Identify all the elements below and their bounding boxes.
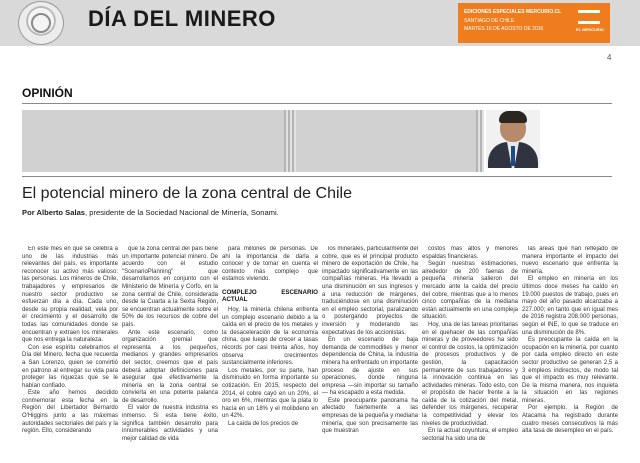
paragraph: Este preocupante panorama ha afectado fuertemente a las empresas de la pequeña y mediana minería, que son precisamente las que muestran [322,397,418,435]
banner-stripes [284,110,296,172]
section-label: OPINIÓN [22,86,73,100]
page-header [0,0,640,46]
newspaper-logo-icon [578,10,600,24]
paragraph: Este año hemos decidido conmemorar esta fecha en la Región del Libertador Bernardo O'Higgins junto a las máximas autoridades sectoriales del país y la región. Ello, considerando [22,390,118,435]
paragraph: En un escenario de baja demanda de commodities y menor dependencia de China, la industria minera ha enfrentado un importante proceso de ajuste en sus operaciones, donde ninguna empresa —sin importar su tamaño— ha escapado a esta medida. [322,337,418,397]
paragraph: La caída de los precios de [228,420,299,427]
paragraph: costos más altos y menores espaldas financieras. [422,246,518,260]
edition-line-2: SANTIAGO DE CHILE [464,18,515,24]
paragraph: Ante este escenario, como organización gremial que representa a los pequeños, medianos y grandes empresarios del sector, creemos que el país deberá adoptar definiciones para asegurar que efectivamente la minería en la zona central se convierta en una potente palanca de desarrollo. [122,329,218,404]
paragraph: Según nuestras estimaciones, alrededor de 200 faenas de pequeña minería salieron del mercado ante la caída del precio del cobre, mientras que a lo menos cinco compañías de la mediana están actualmente en una compleja situación. [422,261,518,321]
author-photo [486,110,540,168]
banner-stripes [476,110,484,172]
paragraph: Por ejemplo, la Región de Atacama ha registrado durante cuatro meses consecutivos la más alta tasa de desempleo en el país. [522,405,618,435]
paragraph: El empleo en minería en los últimos doce meses ha caído en 19.000 puestos de trabajo, pues en mayo del año pasado alcanzaba a 227.000; en tanto que en igual mes de 2016 registra 208.000 personas, según el INE, lo que se traduce en una disminución de 8%. [522,276,618,336]
article-subhead: COMPLEJO ESCENARIO ACTUAL [222,288,318,303]
sonami-logo-icon [18,1,64,45]
paragraph: El valor de nuestra industria es inmenso. Si esta tiene éxito, significa también desarrollo para innumerables actividades y una mejor calidad de vida [122,405,218,442]
paragraph: las áreas que han reflejado de manera importante el impacto del nuevo escenario que enfrenta la minería. [522,246,618,275]
supplement-title: DÍA DEL MINERO [88,6,276,31]
article-byline [22,208,279,217]
banner-block [22,110,284,172]
newspaper-brand: EL MERCURIO [576,27,604,32]
article-headline: El potencial minero de la zona central de Chile [22,185,352,202]
edition-line-1: EDICIONES ESPECIALES MERCURIO.CL [464,9,562,15]
paragraph: Con ese espíritu celebramos el Día del Minero, fecha que recuerda a San Lorenzo, quien se convirtió en patrono al entregar su vida para proteger las riquezas que se le habían confiado. [22,344,118,389]
article-column-4 [322,246,418,456]
article-column-2 [122,246,218,456]
article-column-6 [522,246,618,456]
page-number: 4 [607,53,612,62]
paragraph: que la zona central del país tiene un importante potencial minero. De acuerdo con el estudio "ScenarioPlanning" que desarrollamos en conjunto con el Ministerio de Minería y Corfo, en la zona central de Chile, considerada desde la Cuarta a la Sexta Región, se encuentran actualmente sobre el 50% de los recursos de cobre del país. [122,246,218,328]
paragraph: Los metales, por su parte, han disminuido en forma importante su cotización. En 2015, respecto del 2014, el cobre cayó en un 20%, el oro en 6%, mientras que la plata lo hacía en un 18% y el molibdeno en un 42%. [222,367,318,420]
paragraph: Es preocupante la caída en la ocupación en la minería, por cuanto por cada empleo directo en este sector productivo se generan 2,5 a 3 empleos indirectos, de modo tal que el impacto es muy relevante. De la misma manera, nos inquieta la situación en las regiones mineras. [522,337,618,404]
paragraph: para millones de personas. De ahí la importancia de darla a conocer y de tomar en cuenta el contexto más complejo que estamos viviendo. [222,246,318,283]
divider-top [22,103,612,104]
paragraph: En este mes en que se celebra a uno de las industrias más relevantes del país, es importante reconocer su activo más valioso: las personas. Los mineros de Chile, trabajadores y empresarios de nuestro sector productivo se esfuerzan día a día. Cada uno, desde su propia realidad, vela por el crecimiento y el desarrollo de todas las comunidades donde se encuentran y extraen los minerales que nos entrega la naturaleza. [22,246,118,344]
paragraph: los minerales, particularmente del cobre, que es el principal producto minero de exportación de Chile, ha impactado significativamente en las compañías mineras. Ha llevado a una disminución en sus ingresos y a una reducción de márgenes, traduciéndose en una disminución en el empleo sectorial, paralizando o postergando proyectos de inversión y moderando las expectativas de los accionistas. [322,246,418,336]
byline-role: , presidente de la Sociedad Nacional de Minería, Sonami. [85,208,279,217]
article-column-5 [422,246,518,456]
edition-badge [458,3,610,43]
paragraph: Hoy, la minería chilena enfrenta un complejo escenario debido a la caída en el precio de los metales y la desaceleración de la economía china, que luego de crecer a tasas récords por casi treinta años, hoy observa crecimientos sustancialmente inferiores. [222,306,318,367]
divider-bottom [22,176,612,177]
byline-author: Por Alberto Salas [22,208,86,217]
article-column-1 [22,246,118,456]
paragraph: Hoy, una de las tareas prioritarias en el quehacer de las compañías mineras y de proveedores ha sido el control de costos, la optimización de procesos productivos y de gestión, la capacitación permanente de sus trabajadores y la innovación continua en las actividades mineras. Todo esto, con el propósito de hacer frente a la caída de la cotización del metal, defender los márgenes, recuperar la competitividad y elevar los niveles de productividad. [422,321,518,427]
edition-date: MARTES 16 DE AGOSTO DE 2016 [464,26,544,32]
paragraph: En la actual coyuntura, el empleo sectorial ha sido una de [422,428,518,442]
banner-block [296,110,476,172]
article-column-3 [222,246,318,456]
